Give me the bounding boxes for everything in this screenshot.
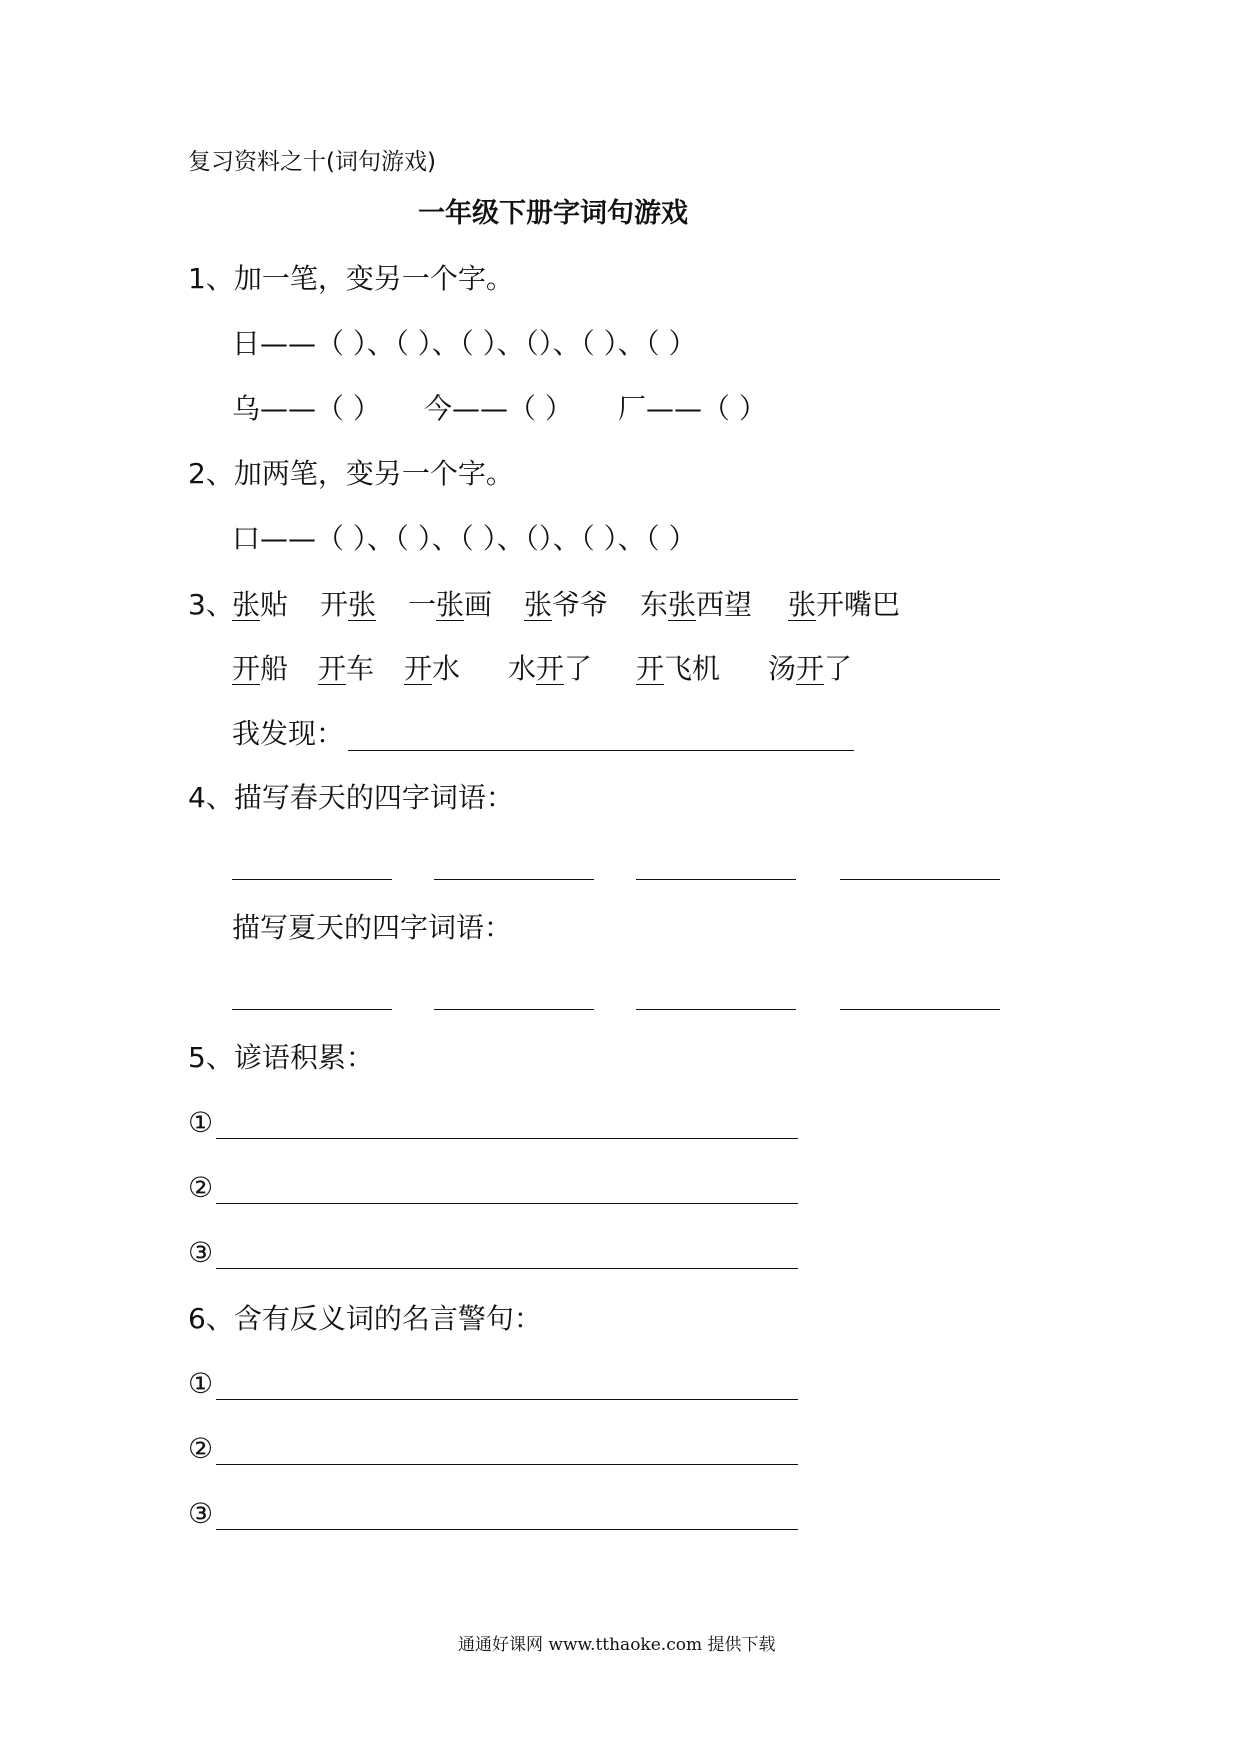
q4-summer-prompt: 描写夏天的四字词语： <box>232 911 513 944</box>
q5-marker: ③ <box>188 1236 214 1269</box>
q4-summer-blank[interactable] <box>840 1009 1000 1010</box>
page-title: 一年级下册字词句游戏 <box>418 198 688 229</box>
q5-answer-blank[interactable] <box>216 1203 798 1204</box>
q4-spring-blank[interactable] <box>840 879 1000 880</box>
q4-spring-prompt: 4、描写春天的四字词语： <box>188 781 514 814</box>
q3-word-kai: 水开了 <box>508 652 593 685</box>
q2-line1: 口——（ ）、（ ）、（ ）、（）、（ ）、（ ） <box>232 522 697 555</box>
q6-marker: ③ <box>188 1497 214 1530</box>
q3-word-zhang: 张开嘴巴 <box>788 588 901 621</box>
q4-spring-blank[interactable] <box>232 879 392 880</box>
q4-summer-blank[interactable] <box>232 1009 392 1010</box>
q3-word-zhang: 一张画 <box>408 588 493 621</box>
q5-answer-blank[interactable] <box>216 1268 798 1269</box>
q5-answer-blank[interactable] <box>216 1138 798 1139</box>
q6-answer-blank[interactable] <box>216 1464 798 1465</box>
q3-number: 3、 <box>188 588 234 621</box>
q2-prompt: 2、加两笔，变另一个字。 <box>188 457 514 490</box>
q3-word-zhang: 张爷爷 <box>524 588 609 621</box>
q1-item-jin: 今——（ ） <box>424 392 573 425</box>
q3-word-kai: 开飞机 <box>636 652 721 685</box>
q6-answer-blank[interactable] <box>216 1399 798 1400</box>
q4-spring-blank[interactable] <box>636 879 796 880</box>
doc-header: 复习资料之十(词句游戏) <box>188 149 436 175</box>
q3-word-kai: 开船 <box>232 652 289 685</box>
q3-word-kai: 开车 <box>318 652 375 685</box>
q6-answer-blank[interactable] <box>216 1529 798 1530</box>
q5-prompt: 5、谚语积累： <box>188 1041 374 1074</box>
q3-word-kai: 汤开了 <box>768 652 853 685</box>
q3-word-zhang: 东张西望 <box>640 588 753 621</box>
q5-marker: ② <box>188 1171 214 1204</box>
q3-discover-blank[interactable] <box>348 750 854 751</box>
q3-discover-label: 我发现： <box>232 717 345 750</box>
q1-line1: 日——（ ）、（ ）、（ ）、（）、（ ）、（ ） <box>232 327 697 360</box>
q4-summer-blank[interactable] <box>434 1009 594 1010</box>
q1-prompt: 1、加一笔，变另一个字。 <box>188 262 514 295</box>
q5-marker: ① <box>188 1106 214 1139</box>
q6-prompt: 6、含有反义词的名言警句： <box>188 1302 542 1335</box>
q3-word-zhang: 张贴 <box>232 588 289 621</box>
q1-item-wu: 乌——（ ） <box>232 392 381 425</box>
page-footer: 通通好课网 www.tthaoke.com 提供下载 <box>458 1635 776 1655</box>
q3-word-zhang: 开张 <box>320 588 377 621</box>
q4-spring-blank[interactable] <box>434 879 594 880</box>
q4-summer-blank[interactable] <box>636 1009 796 1010</box>
q3-word-kai: 开水 <box>404 652 461 685</box>
q1-item-chang: 厂——（ ） <box>618 392 767 425</box>
q6-marker: ① <box>188 1367 214 1400</box>
q6-marker: ② <box>188 1432 214 1465</box>
